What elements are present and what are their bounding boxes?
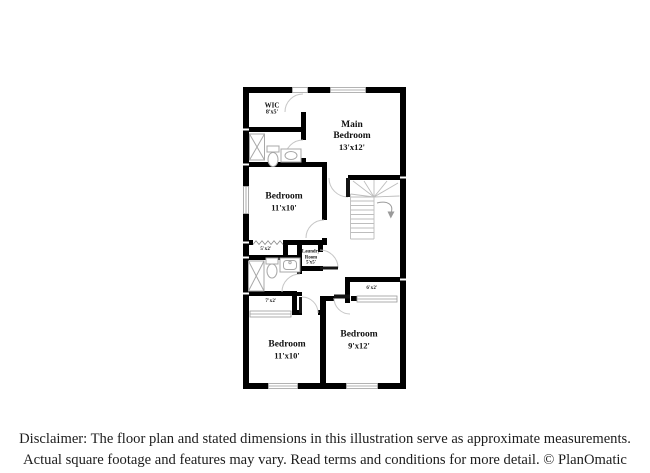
room-label-bedroom-bottom-left: Bedroom 11'x10' xyxy=(268,339,306,361)
toilet-icon xyxy=(266,258,278,278)
disclaimer-line-2: Actual square footage and features may vary. Read terms and conditions for more detail. © PlanOmatic xyxy=(23,452,627,468)
room-label-bedroom-bottom-right: Bedroom 9'x12' xyxy=(340,329,378,351)
closet-label-7x2: 7'x2' xyxy=(265,299,277,305)
bathtub-icon xyxy=(250,134,265,160)
room-label-wic: WIC 8'x5' xyxy=(264,101,280,116)
disclaimer-line-1: Disclaimer: The floor plan and stated dimensions in this illustration serve as approximate measurements. xyxy=(19,431,631,447)
toilet-icon xyxy=(267,146,279,167)
disclaimer-text xyxy=(0,429,650,471)
closet-label-6x2: 6'x2' xyxy=(366,286,378,292)
shower-icon xyxy=(249,261,265,291)
stair-direction-arrow xyxy=(377,202,395,218)
sink-vanity-icon xyxy=(280,258,300,272)
room-label-main-bedroom: Main Bedroom 13'x12' xyxy=(333,119,371,153)
bifold-door-zigzag xyxy=(253,241,283,245)
closet-label-5x2: 5'x2' xyxy=(260,247,272,253)
room-label-laundry: Laundry Room 5'x5' xyxy=(301,249,321,266)
sink-vanity-icon xyxy=(281,149,301,162)
room-label-bedroom-middle: Bedroom 11'x10' xyxy=(265,191,303,213)
